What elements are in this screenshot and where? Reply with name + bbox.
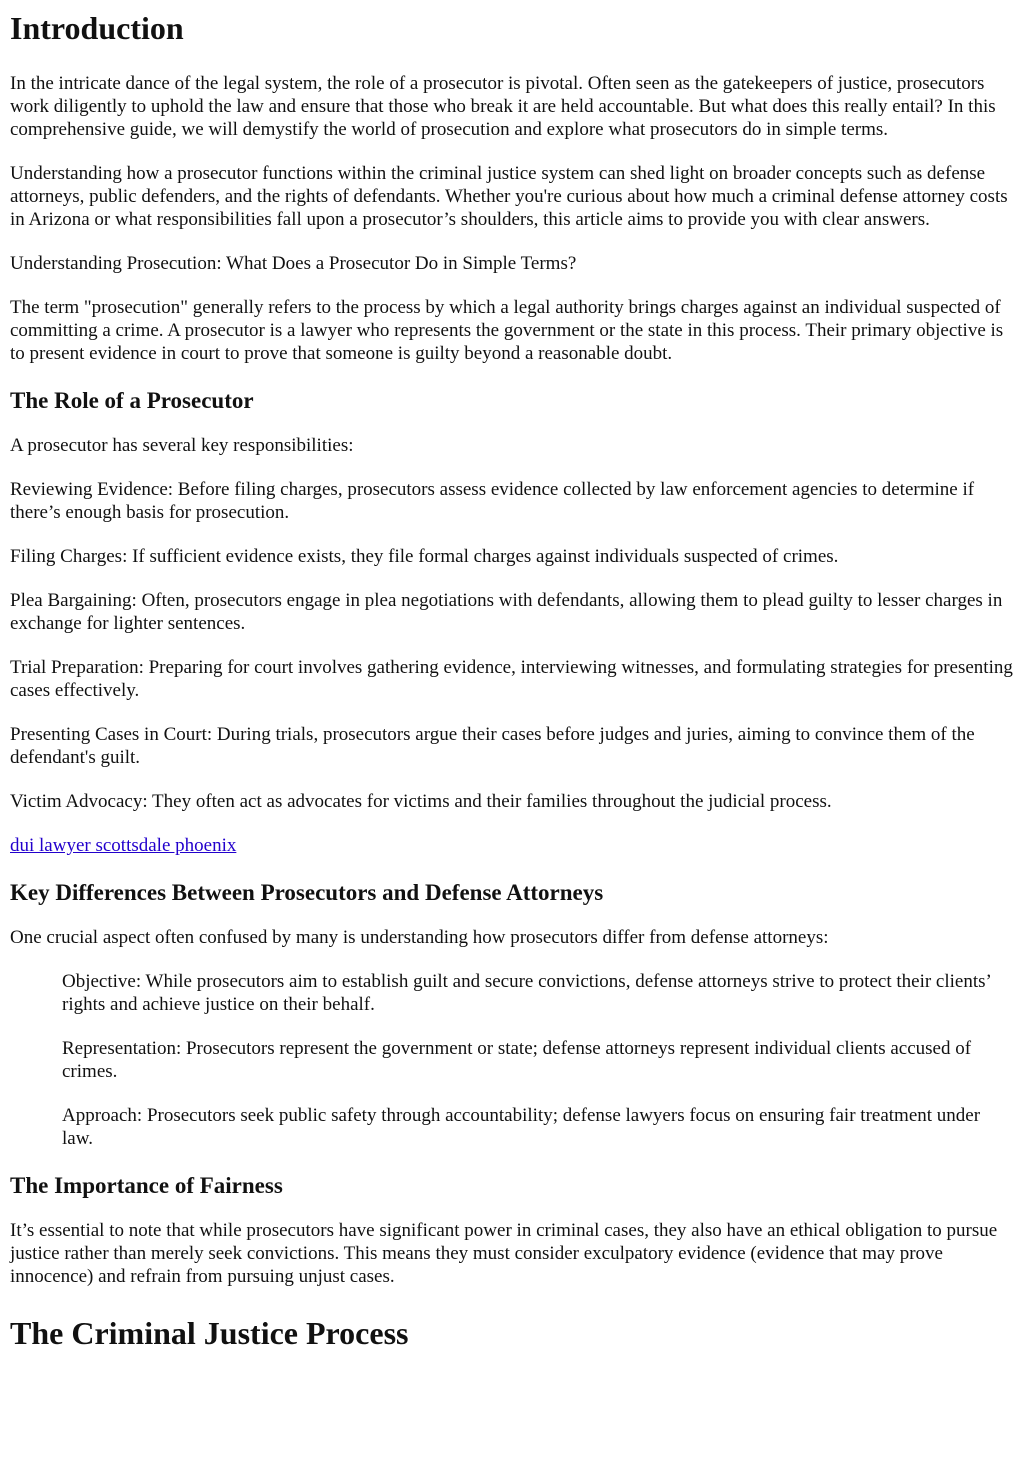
responsibility-item: Victim Advocacy: They often act as advocates for victims and their families throughout the judicial process. bbox=[10, 791, 832, 812]
understanding-line: Understanding Prosecution: What Does a Prosecutor Do in Simple Terms? bbox=[10, 253, 577, 274]
difference-item: Approach: Prosecutors seek public safety through accountability; defense lawyers focus on ensuring fair treatment under law. bbox=[62, 1105, 981, 1149]
intro-heading: Introduction bbox=[10, 10, 184, 46]
article bbox=[0, 9, 1024, 1352]
process-heading: The Criminal Justice Process bbox=[10, 1315, 409, 1351]
responsibility-item: Trial Preparation: Preparing for court involves gathering evidence, interviewing witnesses, and formulating strategies for presenting cases effectively. bbox=[10, 657, 1013, 701]
fairness-paragraph: It’s essential to note that while prosecutors have significant power in criminal cases, they also have an ethical obligation to pursue justice rather than merely seek convictions. This means they must consider exculpatory evidence (evidence that may prove innocence) and refrain from pursuing unjust cases. bbox=[10, 1220, 998, 1287]
difference-item: Objective: While prosecutors aim to establish guilt and secure convictions, defense attorneys strive to protect their clients’ rights and achieve justice on their behalf. bbox=[62, 971, 991, 1015]
intro-paragraph-2: Understanding how a prosecutor functions within the criminal justice system can shed light on broader concepts such as defense attorneys, public defenders, and the rights of defendants. Whether you're curious about how much a criminal defense attorney costs in Arizona or what responsibilities fall upon a prosecutor’s shoulders, this article aims to provide you with clear answers. bbox=[10, 163, 1008, 230]
link-paragraph bbox=[10, 834, 1014, 857]
responsibility-item: Filing Charges: If sufficient evidence exists, they file formal charges against individuals suspected of crimes. bbox=[10, 546, 839, 567]
fairness-heading: The Importance of Fairness bbox=[10, 1173, 283, 1198]
responsibility-item: Reviewing Evidence: Before filing charges, prosecutors assess evidence collected by law enforcement agencies to determine if there’s enough basis for prosecution. bbox=[10, 479, 975, 523]
dui-lawyer-link[interactable]: dui lawyer scottsdale phoenix bbox=[10, 835, 237, 856]
responsibility-item: Presenting Cases in Court: During trials, prosecutors argue their cases before judges and juries, aiming to convince them of the defendant's guilt. bbox=[10, 724, 975, 768]
intro-paragraph-1: In the intricate dance of the legal system, the role of a prosecutor is pivotal. Often seen as the gatekeepers of justice, prosecutors work diligently to uphold the law and ensure that those who break it are held accountable. But what does this really entail? In this comprehensive guide, we will demystify the world of prosecution and explore what prosecutors do in simple terms. bbox=[10, 73, 996, 140]
difference-item: Representation: Prosecutors represent the government or state; defense attorneys represent individual clients accused of crimes. bbox=[62, 1038, 972, 1082]
differences-intro: One crucial aspect often confused by many is understanding how prosecutors differ from defense attorneys: bbox=[10, 927, 829, 948]
role-heading: The Role of a Prosecutor bbox=[10, 388, 254, 413]
differences-heading: Key Differences Between Prosecutors and Defense Attorneys bbox=[10, 880, 604, 905]
responsibility-item: Plea Bargaining: Often, prosecutors engage in plea negotiations with defendants, allowing them to plead guilty to lesser charges in exchange for lighter sentences. bbox=[10, 590, 1003, 634]
role-intro: A prosecutor has several key responsibilities: bbox=[10, 435, 354, 456]
prosecution-definition: The term "prosecution" generally refers to the process by which a legal authority brings charges against an individual suspected of committing a crime. A prosecutor is a lawyer who represents the government or the state in this process. Their primary objective is to present evidence in court to prove that someone is guilty beyond a reasonable doubt. bbox=[10, 297, 1004, 364]
